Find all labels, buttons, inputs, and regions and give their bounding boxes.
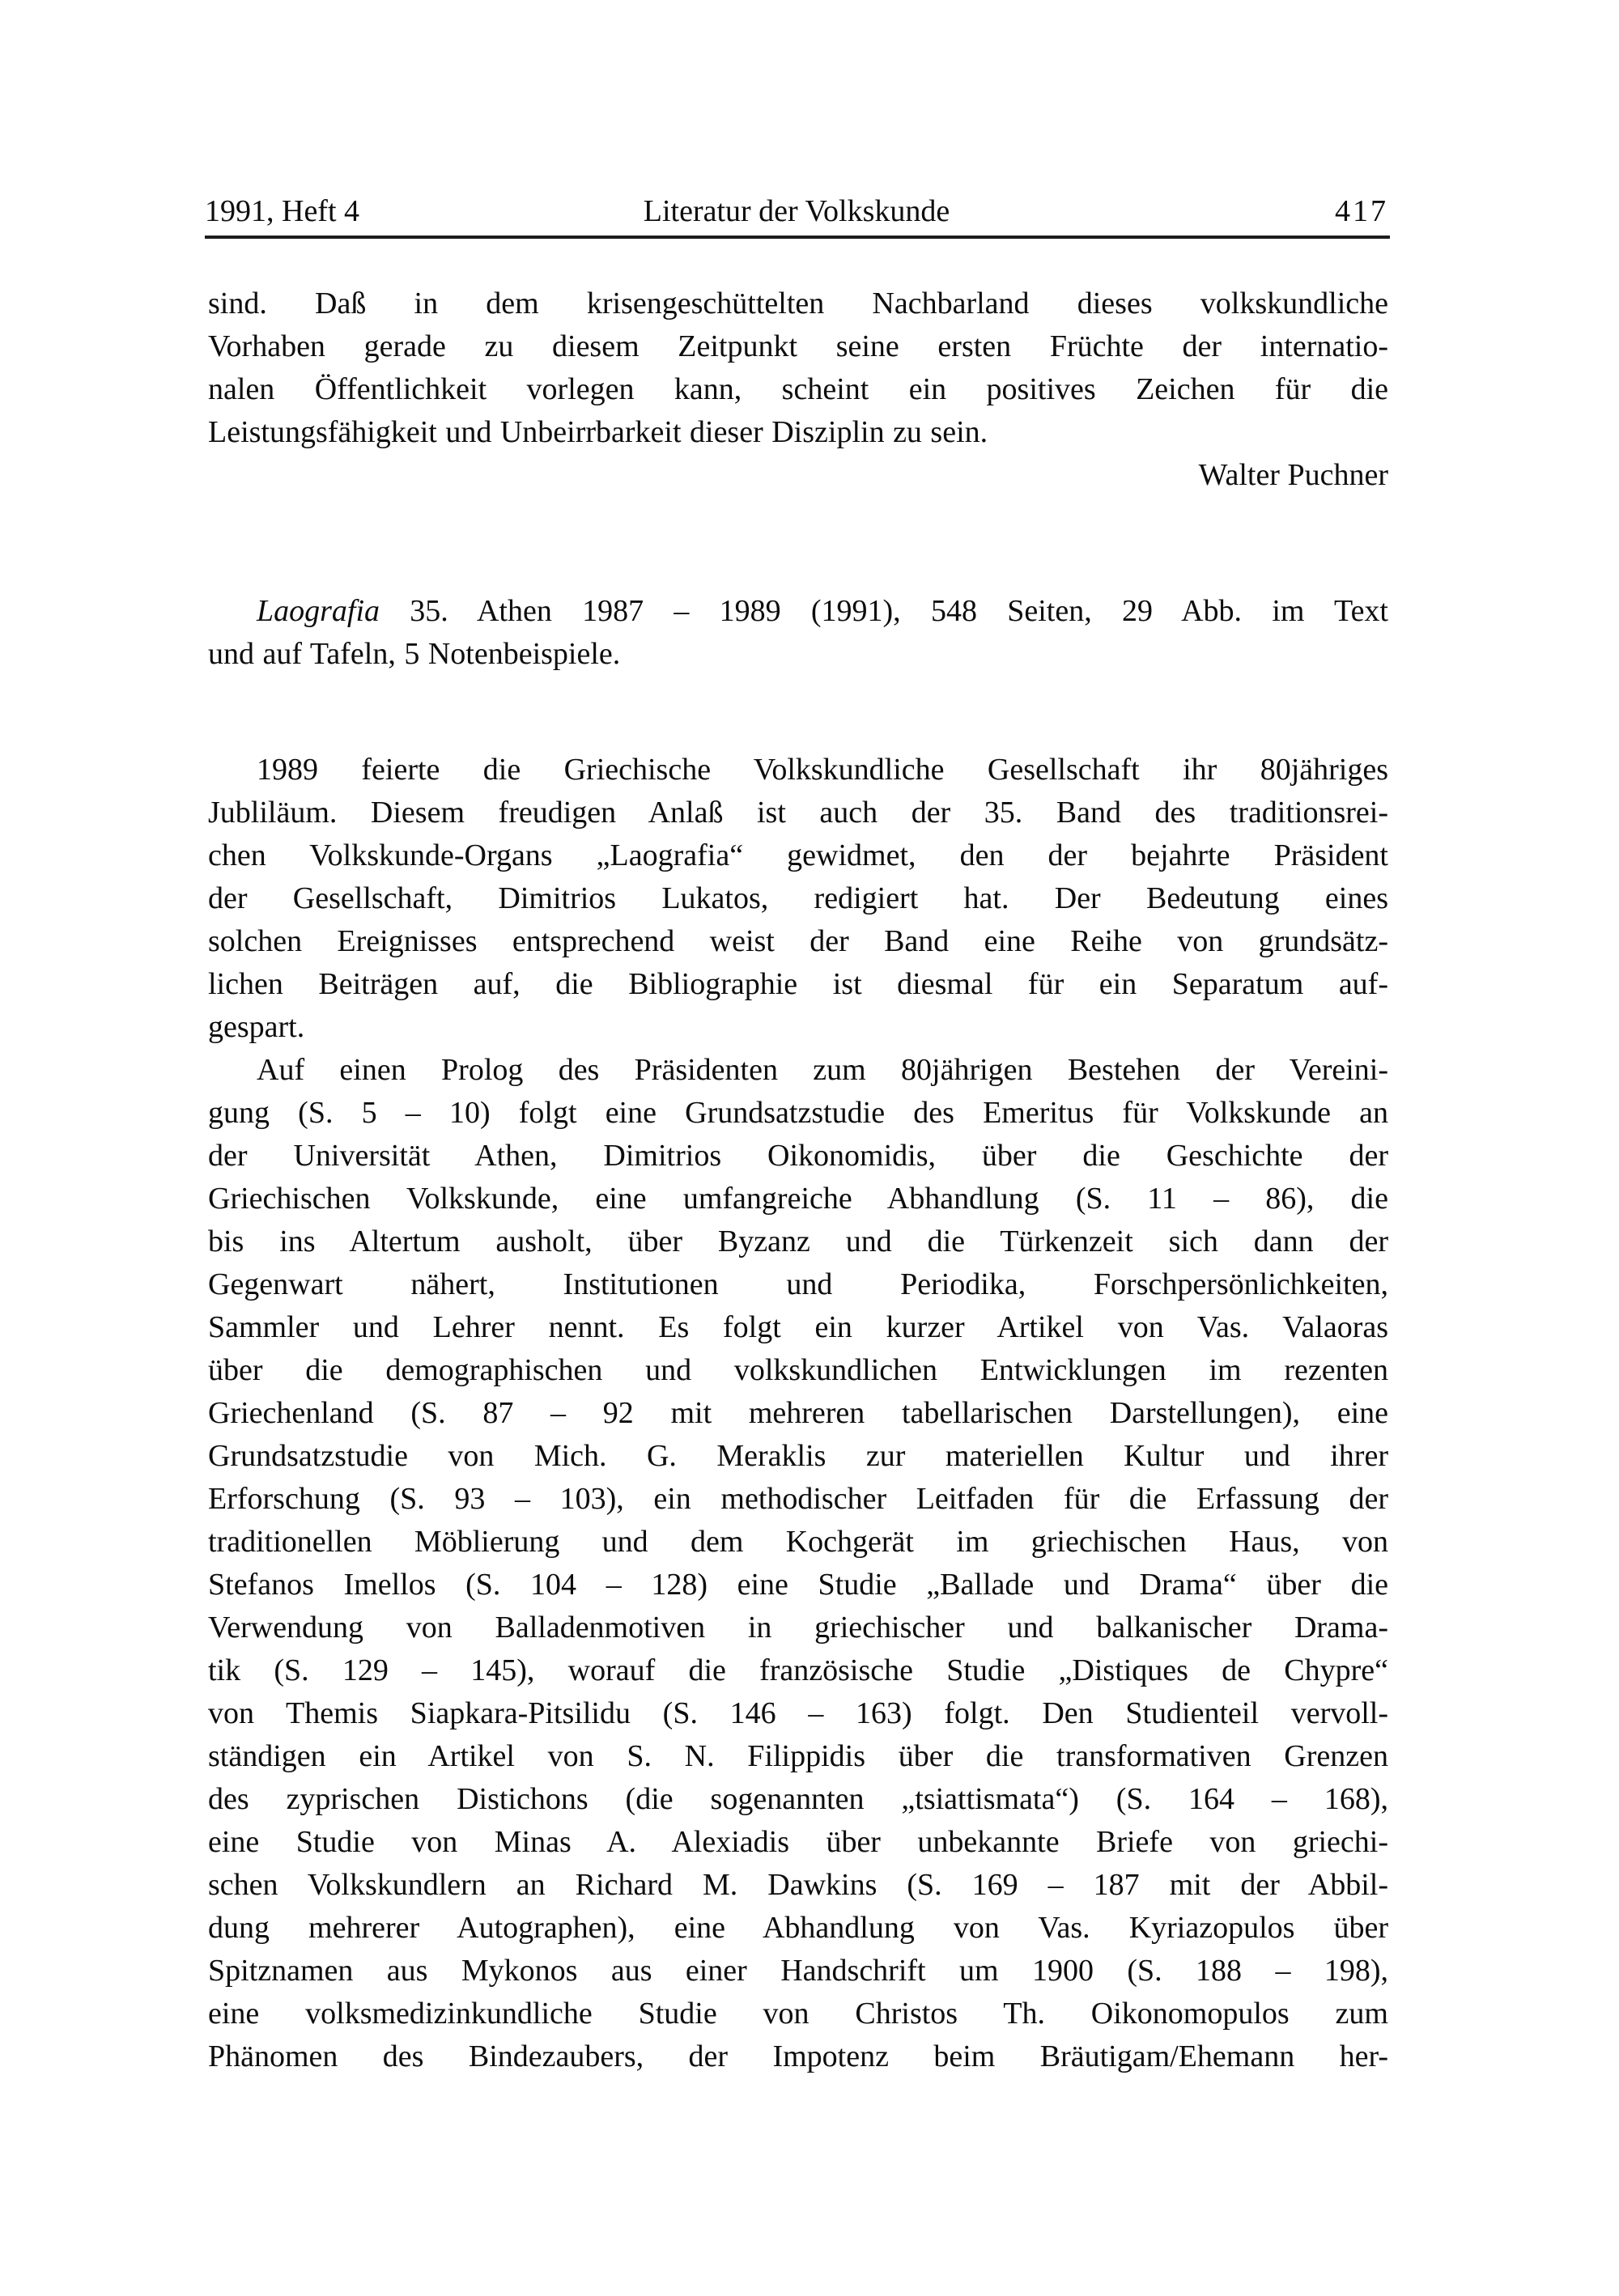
text-line: Griechenland (S. 87 – 92 mit mehreren tabellarischen Darstellungen), eine xyxy=(208,1396,1388,1430)
text-line: Vorhaben gerade zu diesem Zeitpunkt seine ersten Früchte der internatio- xyxy=(208,329,1388,363)
text-line: der Gesellschaft, Dimitrios Lukatos, redigiert hat. Der Bedeutung eines xyxy=(208,881,1388,915)
text-line: solchen Ereignisses entsprechend weist der Band eine Reihe von grundsätz- xyxy=(208,924,1388,958)
text-line: ständigen ein Artikel von S. N. Filippidis über die transformativen Grenzen xyxy=(208,1739,1388,1773)
text-line: Auf einen Prolog des Präsidenten zum 80jährigen Bestehen der Vereini- xyxy=(257,1053,1388,1087)
text-line: Phänomen des Bindezaubers, der Impotenz beim Bräutigam/Ehemann her- xyxy=(208,2039,1388,2073)
text-line xyxy=(208,590,1388,633)
text-line: schen Volkskundlern an Richard M. Dawkins (S. 169 – 187 mit der Abbil- xyxy=(208,1868,1388,1902)
text-line: gespart. xyxy=(208,1010,305,1044)
text-segment: 35. Athen 1987 – 1989 (1991), 548 Seiten, 29 Abb. im Text xyxy=(380,594,1388,628)
text-line: Gegenwart nähert, Institutionen und Periodika, Forschpersönlichkeiten, xyxy=(208,1267,1388,1301)
text-line: Sammler und Lehrer nennt. Es folgt ein kurzer Artikel von Vas. Valaoras xyxy=(208,1310,1388,1344)
text-line: sind. Daß in dem krisengeschüttelten Nachbarland dieses volkskundliche xyxy=(208,286,1388,320)
paragraph-review-conclusion xyxy=(208,282,1388,454)
paragraph-review-intro xyxy=(208,749,1388,1049)
text-line: bis ins Altertum ausholt, über Byzanz und die Türkenzeit sich dann der xyxy=(208,1224,1388,1258)
text-line: tik (S. 129 – 145), worauf die französische Studie „Distiques de Chypre“ xyxy=(208,1653,1388,1687)
bibliographic-citation xyxy=(208,590,1388,676)
text-line: Erforschung (S. 93 – 103), ein methodischer Leitfaden für die Erfassung der xyxy=(208,1482,1388,1516)
header-section-title: Literatur der Volkskunde xyxy=(643,194,950,228)
text-line: lichen Beiträgen auf, die Bibliographie ist diesmal für ein Separatum auf- xyxy=(208,967,1388,1001)
paragraph-review-contents xyxy=(208,1049,1388,2078)
text-line: und auf Tafeln, 5 Notenbeispiele. xyxy=(208,637,621,671)
text-line: nalen Öffentlichkeit vorlegen kann, scheint ein positives Zeichen für die xyxy=(208,372,1388,406)
reviewer-signature: Walter Puchner xyxy=(1198,458,1388,492)
text-line: von Themis Siapkara-Pitsilidu (S. 146 – 163) folgt. Den Studienteil vervoll- xyxy=(208,1696,1388,1730)
text-line: eine Studie von Minas A. Alexiadis über unbekannte Briefe von griechi- xyxy=(208,1825,1388,1859)
text-line: über die demographischen und volkskundlichen Entwicklungen im rezenten xyxy=(208,1353,1388,1387)
journal-title-italic: Laografia xyxy=(257,594,380,628)
text-line: Verwendung von Balladenmotiven in griechischer und balkanischer Drama- xyxy=(208,1611,1388,1645)
text-line: Spitznamen aus Mykonos aus einer Handschrift um 1900 (S. 188 – 198), xyxy=(208,1954,1388,1988)
text-line: traditionellen Möblierung und dem Kochgerät im griechischen Haus, von xyxy=(208,1525,1388,1559)
text-line: 1989 feierte die Griechische Volkskundliche Gesellschaft ihr 80jähriges xyxy=(257,753,1388,787)
text-line: Grundsatzstudie von Mich. G. Meraklis zur materiellen Kultur und ihrer xyxy=(208,1439,1388,1473)
text-line: eine volksmedizinkundliche Studie von Christos Th. Oikonomopulos zum xyxy=(208,1997,1388,2031)
text-line: Griechischen Volkskunde, eine umfangreiche Abhandlung (S. 11 – 86), die xyxy=(208,1182,1388,1216)
header-page-number: 417 xyxy=(1335,194,1389,228)
text-line: gung (S. 5 – 10) folgt eine Grundsatzstudie des Emeritus für Volkskunde an xyxy=(208,1096,1388,1130)
text-line: Leistungsfähigkeit und Unbeirrbarkeit dieser Disziplin zu sein. xyxy=(208,415,988,449)
text-line: Stefanos Imellos (S. 104 – 128) eine Studie „Ballade und Drama“ über die xyxy=(208,1568,1388,1602)
header-divider-rule xyxy=(205,236,1390,239)
text-line: chen Volkskunde-Organs „Laografia“ gewidmet, den der bejahrte Präsident xyxy=(208,838,1388,872)
text-column xyxy=(208,282,1388,2078)
text-line: des zyprischen Distichons (die sogenannten „tsiattismata“) (S. 164 – 168), xyxy=(208,1782,1388,1816)
text-line: dung mehrerer Autographen), eine Abhandlung von Vas. Kyriazopulos über xyxy=(208,1911,1388,1945)
running-header xyxy=(205,194,1388,228)
text-line: Jubliläum. Diesem freudigen Anlaß ist auch der 35. Band des traditionsrei- xyxy=(208,796,1388,830)
text-line: der Universität Athen, Dimitrios Oikonomidis, über die Geschichte der xyxy=(208,1139,1388,1173)
header-issue: 1991, Heft 4 xyxy=(205,194,360,228)
